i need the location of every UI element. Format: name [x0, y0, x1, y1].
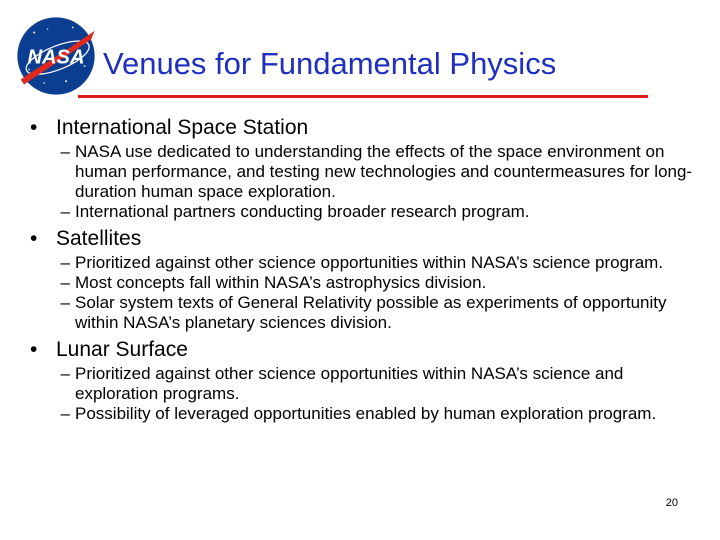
- bullet: •: [30, 338, 38, 361]
- section-lunar-surface: [30, 337, 698, 424]
- svg-text:NASA: NASA: [27, 46, 85, 69]
- bullet: •: [30, 116, 38, 139]
- list-item: – Prioritized against other science opportunities within NASA’s science and exploration programs.: [60, 364, 624, 403]
- nasa-logo: [14, 14, 98, 98]
- section-heading: Satellites: [56, 227, 142, 250]
- list-item: – NASA use dedicated to understanding the effects of the space environment on human performance, and testing new technologies and countermeasures for long-duration human space exploration.: [60, 142, 693, 201]
- section-iss: [30, 115, 698, 222]
- title-underline: [78, 95, 648, 98]
- list-item: – Most concepts fall within NASA’s astrophysics division.: [60, 273, 487, 292]
- section-heading: International Space Station: [56, 116, 309, 139]
- list-item: – Possibility of leveraged opportunities enabled by human exploration program.: [60, 404, 657, 423]
- page-number: 20: [665, 497, 678, 509]
- slide-title: Venues for Fundamental Physics: [103, 46, 557, 81]
- bullet: •: [30, 227, 38, 250]
- list-item: – Prioritized against other science opportunities within NASA’s science program.: [60, 253, 664, 272]
- slide-content: [30, 115, 698, 428]
- list-item: – Solar system texts of General Relativity possible as experiments of opportunity within NASA’s planetary sciences division.: [60, 293, 667, 332]
- list-item: – International partners conducting broader research program.: [60, 202, 530, 221]
- section-heading: Lunar Surface: [56, 338, 188, 361]
- section-satellites: [30, 226, 698, 333]
